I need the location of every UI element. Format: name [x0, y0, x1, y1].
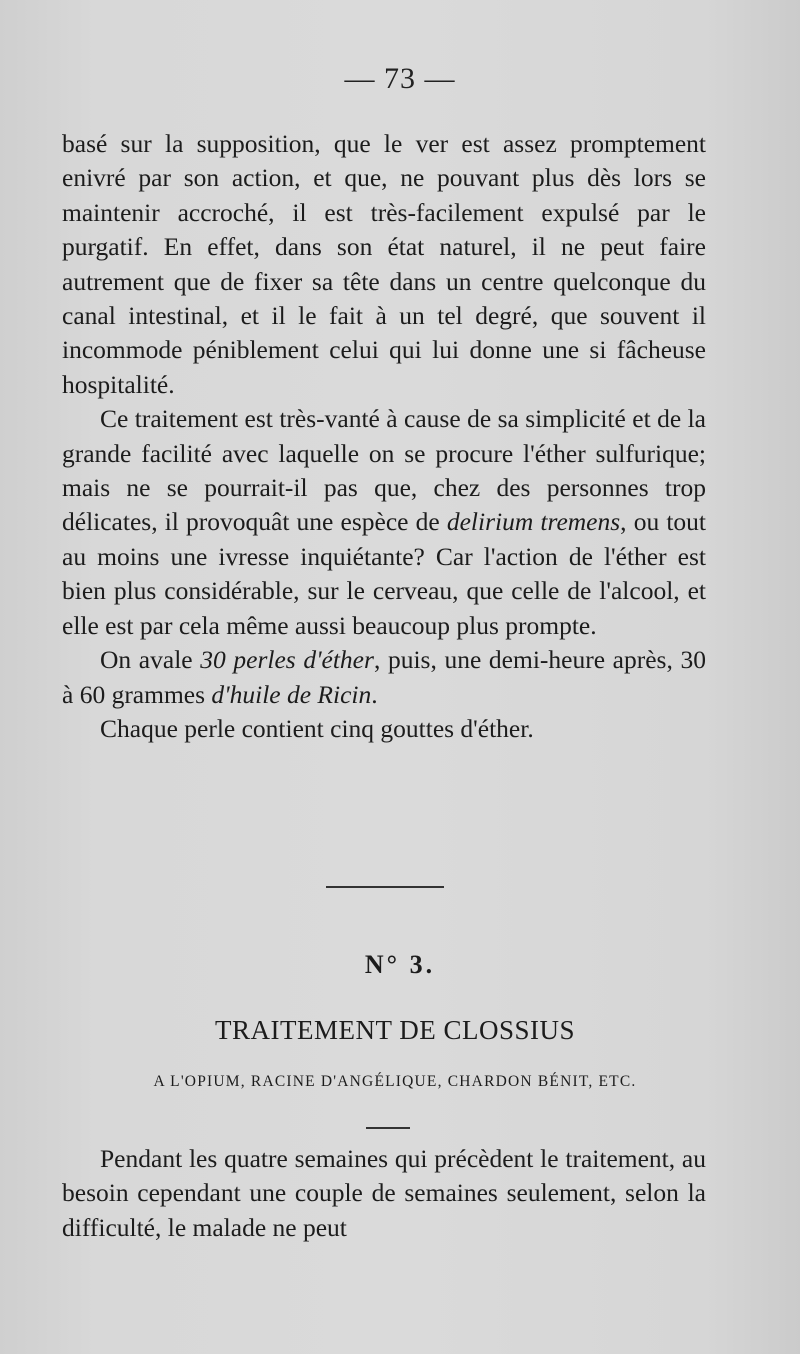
paragraph-text: On avale: [100, 645, 201, 675]
section-divider: [326, 886, 444, 888]
section-subtitle: A L'OPIUM, RACINE D'ANGÉLIQUE, CHARDON BÉNIT, ETC.: [153, 1073, 637, 1090]
section-number: N° 3.: [364, 950, 436, 979]
page-number: — 73 —: [344, 62, 456, 95]
paragraph: basé sur la supposition, que le ver est assez promptement enivré par son action, et que, ne pouvant plus dès lors se maintenir accroché, il est très-facilement expulsé par le purgatif. En effet, dans son état naturel, il ne peut faire autrement que de fixer sa tête dans un centre quelconque du canal intestinal, et il le fait à un tel degré, que souvent il incommode péniblement celui qui lui donne une si fâcheuse hospitalité.: [62, 129, 706, 399]
text-block-continued: [62, 127, 706, 746]
paragraph: [62, 402, 706, 643]
italic-term: delirium tremens: [446, 507, 621, 537]
section-title: TRAITEMENT DE CLOSSIUS: [214, 1015, 575, 1045]
paragraph-text: Ce traitement est très-vanté à cause de sa simplicité et de la grande facilité avec laquelle on se procure l'éther sulfurique; mais ne se pourrait-il pas que, chez des personnes trop délicates, il provoquât une espèce de: [62, 404, 706, 537]
paragraph-text: .: [371, 679, 378, 709]
paragraph: [62, 643, 706, 712]
short-divider: [366, 1127, 410, 1129]
paragraph-text: , puis, une demi-heure après, 30 à 60 grammes: [62, 645, 706, 709]
italic-term: 30 perles d'éther: [200, 645, 374, 675]
text-block-section: [62, 1142, 706, 1245]
paragraph-text: , ou tout au moins une ivresse inquiétante? Car l'action de l'éther est bien plus considérable, sur le cerveau, que celle de l'alcool, et elle est par cela même aussi beaucoup plus prompte.: [62, 507, 706, 640]
italic-term: d'huile de Ricin: [211, 679, 372, 709]
paragraph: Pendant les quatre semaines qui précèdent le traitement, au besoin cependant une couple de semaines seulement, selon la difficulté, le malade ne peut: [62, 1144, 706, 1242]
paragraph: Chaque perle contient cinq gouttes d'éther.: [100, 713, 534, 743]
